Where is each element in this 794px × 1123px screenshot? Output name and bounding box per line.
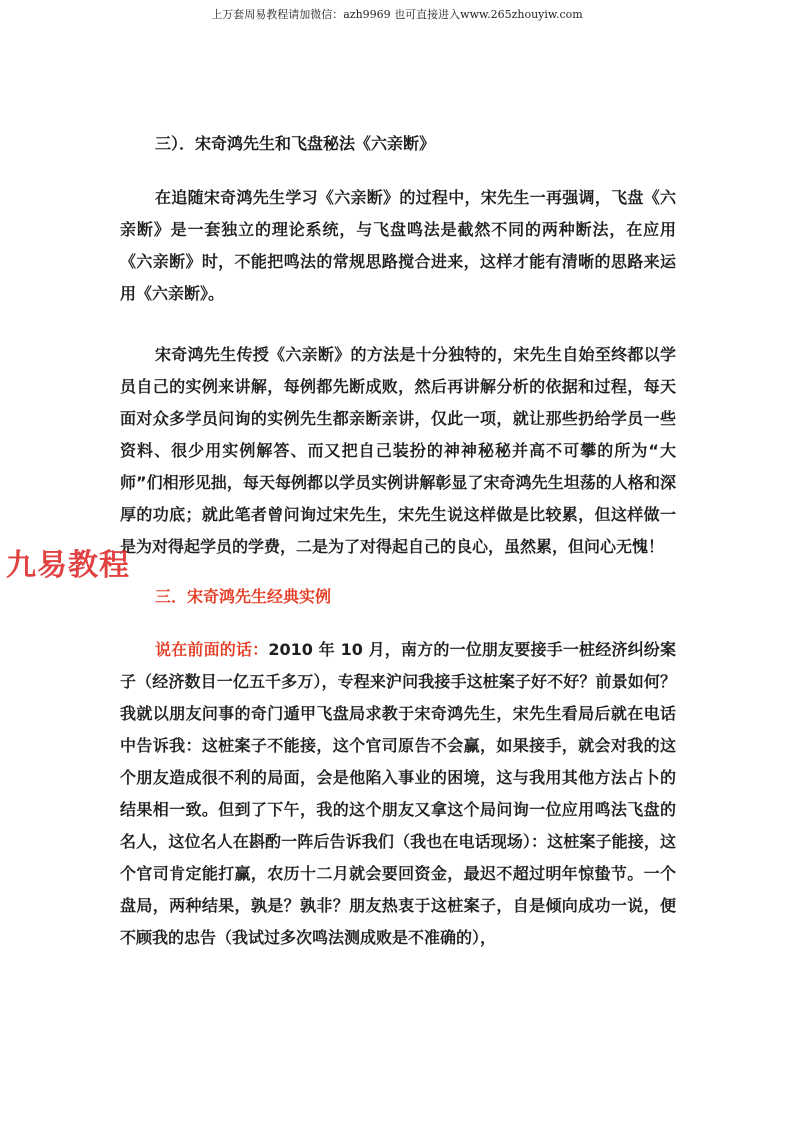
document-body (120, 128, 676, 954)
lead-label: 说在前面的话： (155, 640, 269, 659)
watermark-logo: 九易教程 (6, 548, 130, 583)
page-header-banner: 上万套周易教程请加微信：azh9969 也可直接进入www.265zhouyiw.com (211, 8, 583, 21)
paragraph-teaching-method: 宋奇鸿先生传授《六亲断》的方法是十分独特的，宋先生自始至终都以学员自己的实例来讲解，每例都先断成败，然后再讲解分析的依据和过程，每天面对众多学员问询的实例先生都亲断亲讲，仅此一项，就让那些扔给学员一些资料、很少用实例解答、而又把自己装扮的神神秘秘并高不可攀的所为“大师”们相形见拙，每天每例都以学员实例讲解彰显了宋奇鸿先生坦荡的人格和深厚的功底；就此笔者曾问询过宋先生，宋先生说这样做是比较累，但这样做一是为对得起学员的学费，二是为了对得起自己的良心，虽然累，但问心无愧！ (120, 345, 676, 556)
spacer (120, 613, 676, 634)
spacer (120, 310, 676, 339)
spacer (120, 160, 676, 182)
spacer (120, 563, 676, 581)
section-heading-liuqinduan: 三）．宋奇鸿先生和飞盘秘法《六亲断》 (155, 134, 436, 153)
paragraph-case-intro (120, 634, 676, 954)
section-heading-classic-cases: 三．宋奇鸿先生经典实例 (155, 587, 332, 606)
paragraph-independent-system: 在追随宋奇鸿先生学习《六亲断》的过程中，宋先生一再强调，飞盘《六亲断》是一套独立的理论系统，与飞盘鸣法是截然不同的两种断法，在应用《六亲断》时，不能把鸣法的常规思路搅合进来，这样才能有清晰的思路来运用《六亲断》。 (120, 188, 676, 303)
case-intro-text: 2010 年 10 月，南方的一位朋友要接手一桩经济纠纷案子（经济数目一亿五千多万），专程来沪问我接手这桩案子好不好？前景如何？我就以朋友问事的奇门遁甲飞盘局求教于宋奇鸿先生，宋先生看局后就在电话中告诉我：这桩案子不能接，这个官司原告不会赢，如果接手，就会对我的这个朋友造成很不利的局面，会是他陷入事业的困境，这与我用其他方法占卜的结果相一致。但到了下午，我的这个朋友又拿这个局问询一位应用鸣法飞盘的名人，这位名人在斟酌一阵后告诉我们（我也在电话现场）：这桩案子能接，这个官司肯定能打赢，农历十二月就会要回资金，最迟不超过明年惊蛰节。一个盘局，两种结果，孰是？孰非？朋友热衷于这桩案子，自是倾向成功一说，便不顾我的忠告（我试过多次鸣法测成败是不准确的）， (120, 640, 676, 947)
